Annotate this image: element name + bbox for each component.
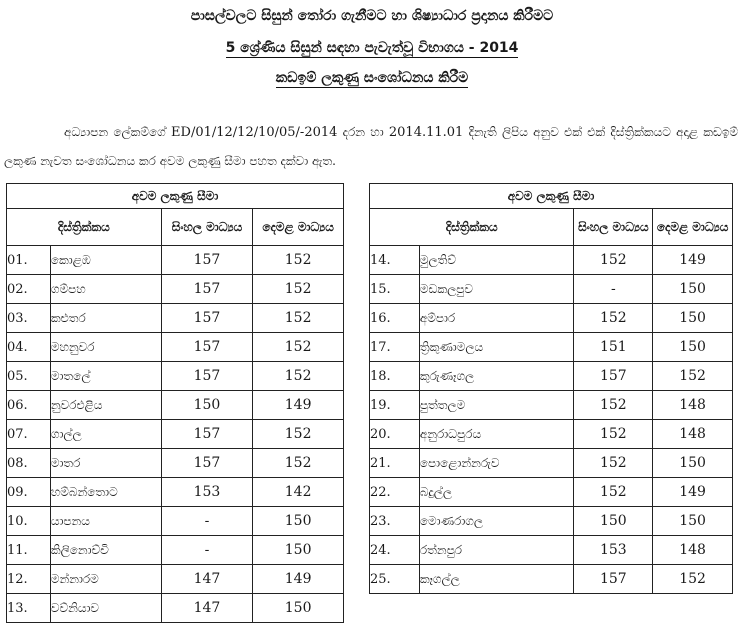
row-number: 11.	[7, 536, 51, 565]
table-row	[370, 304, 733, 333]
sinhala-medium-mark: 157	[161, 449, 253, 478]
tamil-medium-mark: 152	[253, 246, 344, 275]
district-name: ත්‍රිකුණාමලය	[419, 333, 574, 362]
para-part-1: අධ්‍යාපන ලේකම්ගේ	[64, 125, 172, 139]
sinhala-medium-mark: 147	[161, 594, 253, 623]
row-number: 25.	[370, 565, 420, 594]
title-line-3-text: කඩඉම් ලකුණු සංශෝධනය කිරීම	[275, 70, 469, 86]
table-row	[7, 246, 344, 275]
column-header-tamil: දෙමළ මාධ්‍යය	[253, 209, 344, 246]
tamil-medium-mark: 150	[653, 449, 733, 478]
row-number: 20.	[370, 420, 420, 449]
cutoff-table-right	[369, 183, 733, 594]
table-row	[370, 507, 733, 536]
tamil-medium-mark: 148	[653, 536, 733, 565]
title-line-1: පාසල්වලට සිසුන් තෝරා ගැනීමට හා ශිෂ්‍යාධාර ප්‍රදානය කිරීමට	[190, 8, 554, 24]
table-row	[7, 420, 344, 449]
district-name: කොළඹ	[50, 246, 161, 275]
district-name: මඩකලපුව	[419, 275, 574, 304]
tamil-medium-mark: 142	[253, 478, 344, 507]
district-name: පොළොන්නරුව	[419, 449, 574, 478]
sinhala-medium-mark: 157	[161, 304, 253, 333]
row-number: 14.	[370, 246, 420, 275]
table-row	[370, 362, 733, 391]
table-row	[7, 565, 344, 594]
district-name: හම්බන්තොට	[50, 478, 161, 507]
table-row	[7, 362, 344, 391]
tamil-medium-mark: 149	[653, 478, 733, 507]
tamil-medium-mark: 149	[253, 391, 344, 420]
table-row	[7, 449, 344, 478]
tamil-medium-mark: 148	[653, 420, 733, 449]
sinhala-medium-mark: 152	[574, 478, 653, 507]
row-number: 22.	[370, 478, 420, 507]
column-header-sinhala: සිංහල මාධ්‍යය	[161, 209, 253, 246]
sinhala-medium-mark: 152	[574, 391, 653, 420]
sinhala-medium-mark: 157	[161, 362, 253, 391]
tamil-medium-mark: 150	[253, 536, 344, 565]
sinhala-medium-mark: 157	[161, 275, 253, 304]
sinhala-medium-mark: 157	[161, 333, 253, 362]
table-row	[370, 449, 733, 478]
tamil-medium-mark: 152	[253, 275, 344, 304]
table-row	[370, 565, 733, 594]
table-row	[370, 333, 733, 362]
district-name: මාතලේ	[50, 362, 161, 391]
table-row	[7, 594, 344, 623]
district-name: අම්පාර	[419, 304, 574, 333]
tamil-medium-mark: 152	[253, 362, 344, 391]
district-name: කිලිනොච්චි	[50, 536, 161, 565]
tamil-medium-mark: 150	[653, 275, 733, 304]
row-number: 18.	[370, 362, 420, 391]
sinhala-medium-mark: 152	[574, 304, 653, 333]
table-row	[7, 391, 344, 420]
intro-paragraph	[4, 118, 738, 175]
row-number: 16.	[370, 304, 420, 333]
district-name: මුලතිව්	[419, 246, 574, 275]
row-number: 01.	[7, 246, 51, 275]
district-name: ගම්පහ	[50, 275, 161, 304]
sinhala-medium-mark: 147	[161, 565, 253, 594]
table-row	[370, 420, 733, 449]
table-row	[370, 275, 733, 304]
district-name: මාතර	[50, 449, 161, 478]
title-line-2-text: 5 ශ්‍රේණිය සිසුන් සඳහා පැවැත්වූ විභාගය - 2014	[225, 40, 519, 56]
row-number: 05.	[7, 362, 51, 391]
tamil-medium-mark: 148	[653, 391, 733, 420]
sinhala-medium-mark: 157	[574, 565, 653, 594]
district-name: බදුල්ල	[419, 478, 574, 507]
row-number: 07.	[7, 420, 51, 449]
row-number: 13.	[7, 594, 51, 623]
para-part-3: දිනැති ලිපිය අනුව එක් එක් දිස්ත්‍රික්කයට අදාළ කඩඉම් ලකුණ නැවත සංශෝධනය කර අවම ලකුණු සීමා පහත දක්වා ඇත.	[4, 125, 739, 168]
tamil-medium-mark: 149	[253, 565, 344, 594]
title-line-2	[0, 40, 744, 56]
row-number: 04.	[7, 333, 51, 362]
column-header-district: දිස්ත්‍රික්කය	[7, 209, 162, 246]
cutoff-table-left	[6, 183, 344, 623]
row-number: 23.	[370, 507, 420, 536]
tamil-medium-mark: 152	[253, 420, 344, 449]
table-row	[370, 536, 733, 565]
sinhala-medium-mark: 157	[161, 246, 253, 275]
column-header-sinhala: සිංහල මාධ්‍යය	[574, 209, 653, 246]
sinhala-medium-mark: 153	[574, 536, 653, 565]
sinhala-medium-mark: 152	[574, 246, 653, 275]
row-number: 21.	[370, 449, 420, 478]
row-number: 15.	[370, 275, 420, 304]
tamil-medium-mark: 152	[253, 449, 344, 478]
para-part-2: දරන හා	[337, 125, 389, 139]
tamil-medium-mark: 152	[253, 304, 344, 333]
table-row	[7, 333, 344, 362]
tamil-medium-mark: 150	[653, 304, 733, 333]
tamil-medium-mark: 150	[253, 507, 344, 536]
table-caption: අවම ලකුණු සීමා	[370, 184, 733, 209]
row-number: 02.	[7, 275, 51, 304]
table-row	[370, 478, 733, 507]
district-name: පුත්තලම	[419, 391, 574, 420]
district-name: මහනුවර	[50, 333, 161, 362]
row-number: 06.	[7, 391, 51, 420]
row-number: 09.	[7, 478, 51, 507]
district-name: නුවරඑළිය	[50, 391, 161, 420]
row-number: 17.	[370, 333, 420, 362]
table-row	[370, 391, 733, 420]
column-header-district: දිස්ත්‍රික්කය	[370, 209, 574, 246]
tamil-medium-mark: 149	[653, 246, 733, 275]
row-number: 24.	[370, 536, 420, 565]
district-name: කුරුණෑගල	[419, 362, 574, 391]
sinhala-medium-mark: -	[161, 536, 253, 565]
sinhala-medium-mark: 151	[574, 333, 653, 362]
district-name: ගාල්ල	[50, 420, 161, 449]
district-name: මොණරාගල	[419, 507, 574, 536]
column-header-tamil: දෙමළ මාධ්‍යය	[653, 209, 733, 246]
sinhala-medium-mark: 150	[161, 391, 253, 420]
tamil-medium-mark: 150	[653, 507, 733, 536]
table-row	[7, 536, 344, 565]
sinhala-medium-mark: 150	[574, 507, 653, 536]
district-name: අනුරාධපුරය	[419, 420, 574, 449]
district-name: වව්නියාව	[50, 594, 161, 623]
reference-number: ED/01/12/12/10/05/-2014	[171, 125, 338, 140]
sinhala-medium-mark: -	[161, 507, 253, 536]
sinhala-medium-mark: 152	[574, 449, 653, 478]
district-name: කෑගල්ල	[419, 565, 574, 594]
tamil-medium-mark: 150	[253, 594, 344, 623]
row-number: 19.	[370, 391, 420, 420]
table-row	[7, 304, 344, 333]
tamil-medium-mark: 152	[253, 333, 344, 362]
district-name: යාපනය	[50, 507, 161, 536]
tamil-medium-mark: 152	[653, 565, 733, 594]
row-number: 10.	[7, 507, 51, 536]
sinhala-medium-mark: -	[574, 275, 653, 304]
tamil-medium-mark: 152	[653, 362, 733, 391]
district-name: කළුතර	[50, 304, 161, 333]
table-row	[7, 478, 344, 507]
table-row	[7, 275, 344, 304]
table-row	[370, 246, 733, 275]
district-name: රත්නපුර	[419, 536, 574, 565]
tamil-medium-mark: 150	[653, 333, 733, 362]
sinhala-medium-mark: 157	[574, 362, 653, 391]
sinhala-medium-mark: 152	[574, 420, 653, 449]
table-row	[7, 507, 344, 536]
row-number: 08.	[7, 449, 51, 478]
title-line-3	[0, 70, 744, 86]
sinhala-medium-mark: 157	[161, 420, 253, 449]
sinhala-medium-mark: 153	[161, 478, 253, 507]
row-number: 03.	[7, 304, 51, 333]
letter-date: 2014.11.01	[388, 125, 464, 140]
table-caption: අවම ලකුණු සීමා	[7, 184, 344, 209]
row-number: 12.	[7, 565, 51, 594]
district-name: මන්නාරම	[50, 565, 161, 594]
